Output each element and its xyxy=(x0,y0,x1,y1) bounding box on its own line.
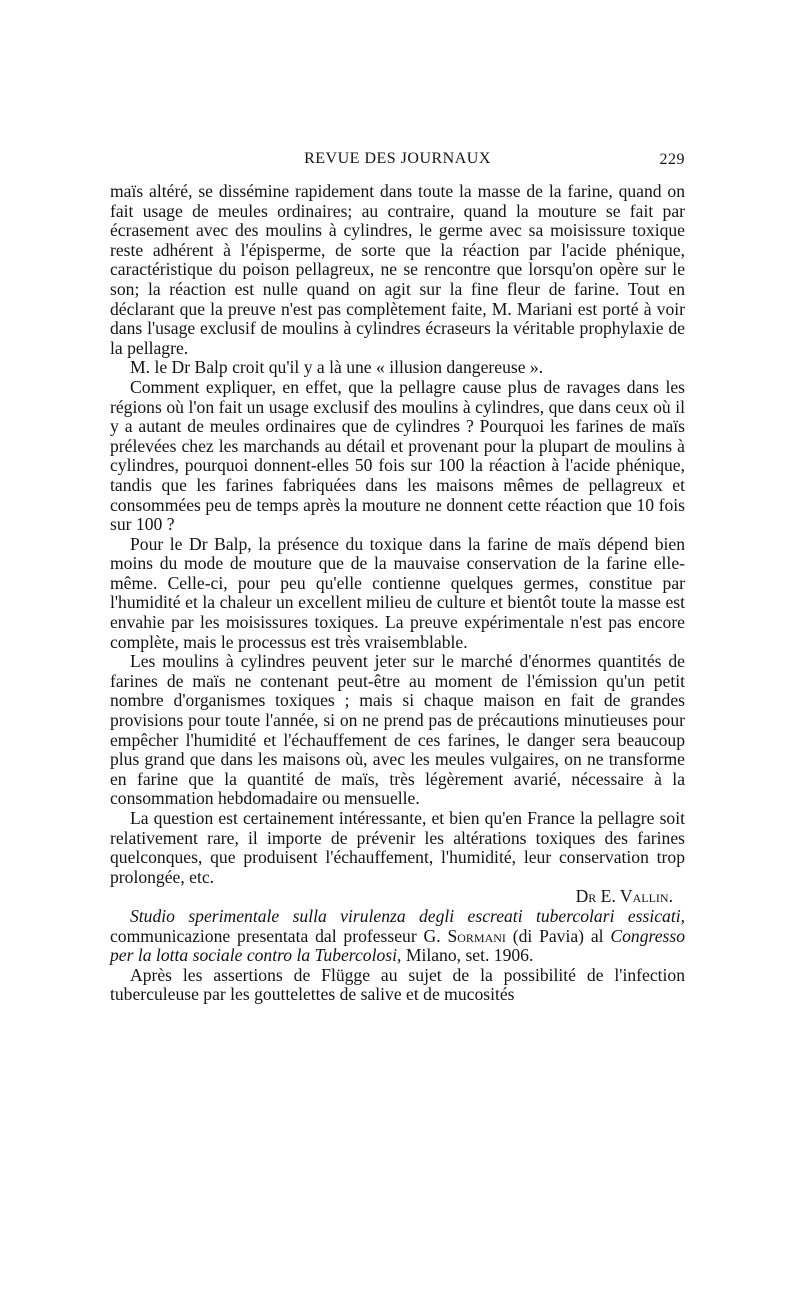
citation-author: Sormani xyxy=(447,925,506,946)
article-body xyxy=(110,182,685,1005)
journal-title: REVUE DES JOURNAUX xyxy=(304,150,491,167)
author-signature: Dr E. Vallin. xyxy=(575,886,673,907)
citation-text: , Milano, set. 1906. xyxy=(397,945,534,966)
review-citation xyxy=(110,907,685,966)
paragraph: maïs altéré, se dissémine rapidement dans toute la masse de la farine, quand on fait usage de meules ordinaires; au contraire, quand la mouture se fait par écrasement avec des moulins à cylindres, le germe avec sa moisissure toxique reste adhérent à l'épisperme, de sorte que la réaction par l'acide phénique, caractéristique du poison pellagreux, ne se rencontre que lorsqu'on opère sur le son; la réaction est nulle quand on agit sur la fine fleur de farine. Tout en déclarant que la preuve n'est pas complètement faite, M. Mariani est porté à voir dans l'usage exclusif de moulins à cylindres écraseurs la véritable prophylaxie de la pellagre. xyxy=(110,181,685,358)
paragraph: Comment expliquer, en effet, que la pellagre cause plus de ravages dans les régions où l'on fait un usage exclusif des moulins à cylindres, que dans ceux où il y a autant de meules ordinaires que de cylindres ? Pourquoi les farines de maïs prélevées chez les marchands au détail et provenant pour la plupart de moulins à cylindres, pourquoi donnent-elles 50 fois sur 100 la réaction à l'acide phénique, tandis que les farines fabriquées dans les maisons mêmes de pellagreux et consommées peu de temps après la mouture ne donnent cette réaction que 10 fois sur 100 ? xyxy=(110,376,685,535)
paragraph: Les moulins à cylindres peuvent jeter sur le marché d'énormes quantités de farines de maïs ne contenant peut-être au moment de l'émission qu'un petit nombre d'organismes toxiques ; mais si chaque maison en fait de grandes provisions pour toute l'année, si on ne prend pas de précautions minutieuses pour empêcher l'humidité et l'échauffement de ces farines, le danger sera beaucoup plus grand que dans les maisons où, avec les meules vulgaires, on ne transforme en farine que la quantité de maïs, très légèrement avarié, nécessaire à la consommation hebdomadaire ou mensuelle. xyxy=(110,651,685,809)
citation-text: (di Pavia) al xyxy=(505,925,604,946)
paragraph: M. le Dr Balp croit qu'il y a là une « illusion dangereuse ». xyxy=(130,357,544,378)
paragraph: Après les assertions de Flügge au sujet de la possibilité de l'infection tuberculeuse par les gouttelettes de salive et de mucosités xyxy=(110,964,685,1005)
paragraph: La question est certainement intéressante, et bien qu'en France la pellagre soit relativement rare, il importe de prévenir les altérations toxiques des farines quelconques, que produisent l'échauffement, l'humidité, leur conservation trop prolongée, etc. xyxy=(110,808,685,887)
running-header xyxy=(110,150,685,176)
review-title: Studio sperimentale sulla virulenza degli escreati tubercolari essicati, xyxy=(130,905,685,926)
congress-name: Congresso per la lotta sociale contro la Tubercolosi xyxy=(110,925,685,966)
page-number: 229 xyxy=(659,151,685,168)
paragraph: Pour le Dr Balp, la présence du toxique dans la farine de maïs dépend bien moins du mode de mouture que de la mauvaise conservation de la farine elle-même. Celle-ci, pour peu qu'elle contienne quelques germes, constitue par l'humidité et la chaleur un excellent milieu de culture et bientôt toute la masse est envahie par les moisissures toxiques. La preuve expérimentale n'est pas encore complète, mais le processus est très vraisemblable. xyxy=(110,533,685,652)
citation-text: communicazione presentata dal professeur G. xyxy=(110,925,448,946)
page xyxy=(110,150,685,1005)
